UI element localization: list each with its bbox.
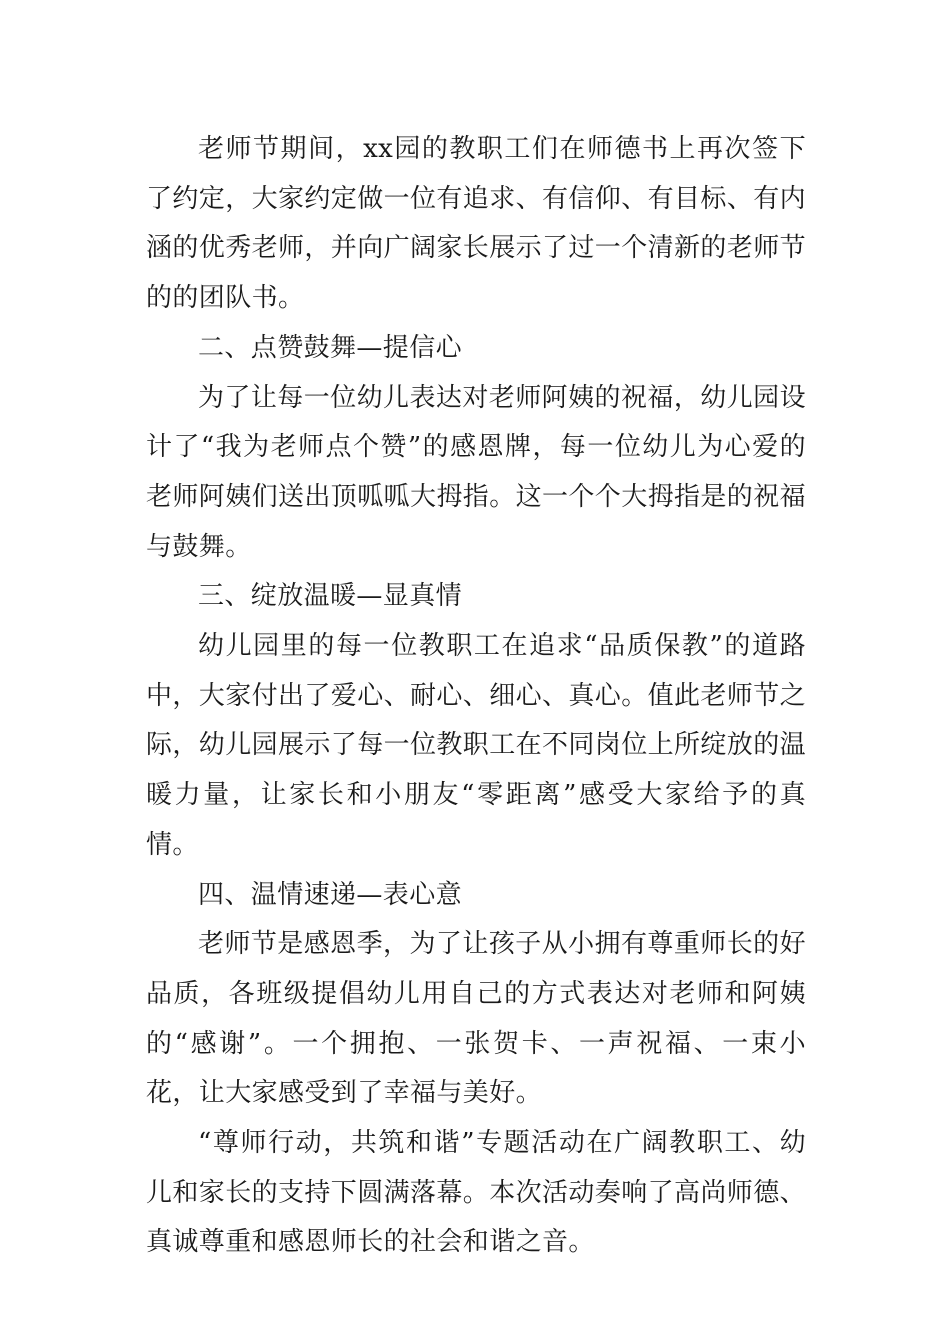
paragraph-gratitude: 老师节是感恩季，为了让孩子从小拥有尊重师长的好品质，各班级提倡幼儿用自己的方式表达对老师和阿姨的“感谢”。一个拥抱、一张贺卡、一声祝福、一束小花，让大家感受到了幸福与美好。: [146, 929, 806, 1109]
section-heading-2: 二、点赞鼓舞—提信心: [198, 332, 463, 363]
paragraph-conclusion: “尊师行动，共筑和谐”专题活动在广阔教职工、幼儿和家长的支持下圆满落幕。本次活动奏响了高尚师德、真诚尊重和感恩师长的社会和谐之音。: [146, 1128, 807, 1258]
paragraph-warmth: 幼儿园里的每一位教职工在追求“品质保教”的道路中，大家付出了爱心、耐心、细心、真心。值此老师节之际，幼儿园展示了每一位教职工在不同岗位上所绽放的温暖力量，让家长和小朋友“零距离”感受大家给予的真情。: [146, 631, 807, 860]
paragraph-thumbs-up: 为了让每一位幼儿表达对老师阿姨的祝福，幼儿园设计了“我为老师点个赞”的感恩牌，每一位幼儿为心爱的老师阿姨们送出顶呱呱大拇指。这一个个大拇指是的祝福与鼓舞。: [146, 382, 807, 562]
document-body: [146, 125, 806, 1268]
section-heading-3: 三、绽放温暖—显真情: [198, 581, 463, 612]
paragraph-teacher-day-pledge: 老师节期间，xx园的教职工们在师德书上再次签下了约定，大家约定做一位有追求、有信仰、有目标、有内涵的优秀老师，并向广阔家长展示了过一个清新的老师节的的团队书。: [146, 134, 807, 314]
section-heading-4: 四、温情速递—表心意: [198, 879, 463, 910]
